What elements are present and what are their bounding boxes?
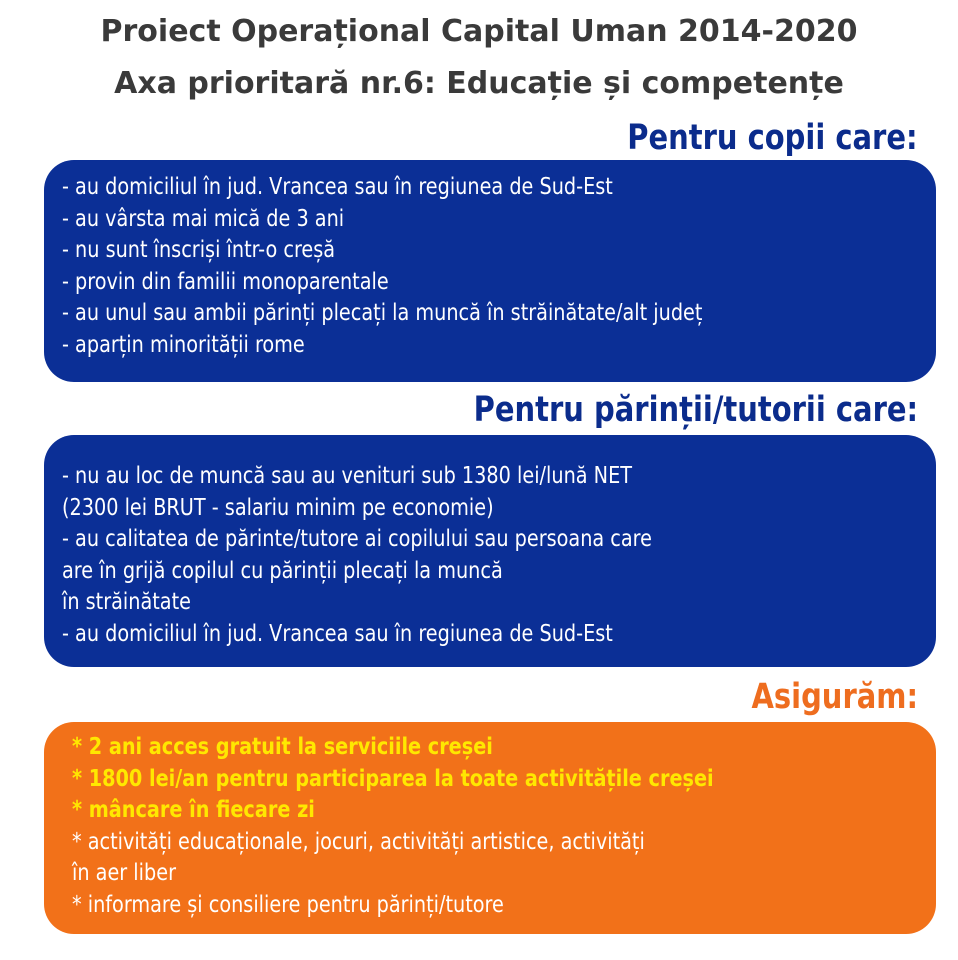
parents-section-title: Pentru părinții/tutorii care: xyxy=(473,390,918,430)
list-item: - au domiciliul în jud. Vrancea sau în regiunea de Sud-Est xyxy=(62,620,613,647)
children-criteria-list xyxy=(62,172,918,361)
benefits-panel xyxy=(44,722,936,934)
list-item: - nu sunt înscriși într-o creșă xyxy=(62,237,336,263)
children-criteria-panel xyxy=(44,160,936,382)
list-item: are în grijă copilul cu părinții plecați la muncă xyxy=(62,557,503,584)
list-item: - aparțin minorității rome xyxy=(62,331,305,358)
list-item: în aer liber xyxy=(72,860,176,886)
list-item: - au unul sau ambii părinți plecați la muncă în străinătate/alt județ xyxy=(62,300,703,326)
list-item: - au calitatea de părinte/tutore ai copilului sau persoana care xyxy=(62,526,652,552)
list-item: * 2 ani acces gratuit la serviciile creșei xyxy=(72,734,493,760)
parents-criteria-list xyxy=(62,461,918,650)
parents-criteria-panel xyxy=(44,435,936,667)
list-item: - nu au loc de muncă sau au venituri sub 1380 lei/lună NET xyxy=(62,463,632,489)
list-item: în străinătate xyxy=(62,589,191,615)
header-line-2: Axa prioritară nr.6: Educație și competențe xyxy=(114,66,844,101)
header-line-1: Proiect Operațional Capital Uman 2014-2020 xyxy=(100,14,858,49)
list-item: (2300 lei BRUT - salariu minim pe economie) xyxy=(62,494,494,521)
list-item: - au vârsta mai mică de 3 ani xyxy=(62,205,345,232)
benefits-list xyxy=(72,732,908,921)
benefits-section-title: Asigurăm: xyxy=(751,677,918,717)
list-item: * 1800 lei/an pentru participarea la toate activitățile creșei xyxy=(72,765,714,792)
list-item: - provin din familii monoparentale xyxy=(62,268,389,295)
list-item: - au domiciliul în jud. Vrancea sau în regiunea de Sud-Est xyxy=(62,174,613,200)
list-item: * mâncare în fiecare zi xyxy=(72,797,315,823)
list-item: * activități educaționale, jocuri, activități artistice, activități xyxy=(72,828,645,855)
list-item: * informare și consiliere pentru părinți/tutore xyxy=(72,891,504,918)
children-section-title: Pentru copii care: xyxy=(627,118,918,158)
